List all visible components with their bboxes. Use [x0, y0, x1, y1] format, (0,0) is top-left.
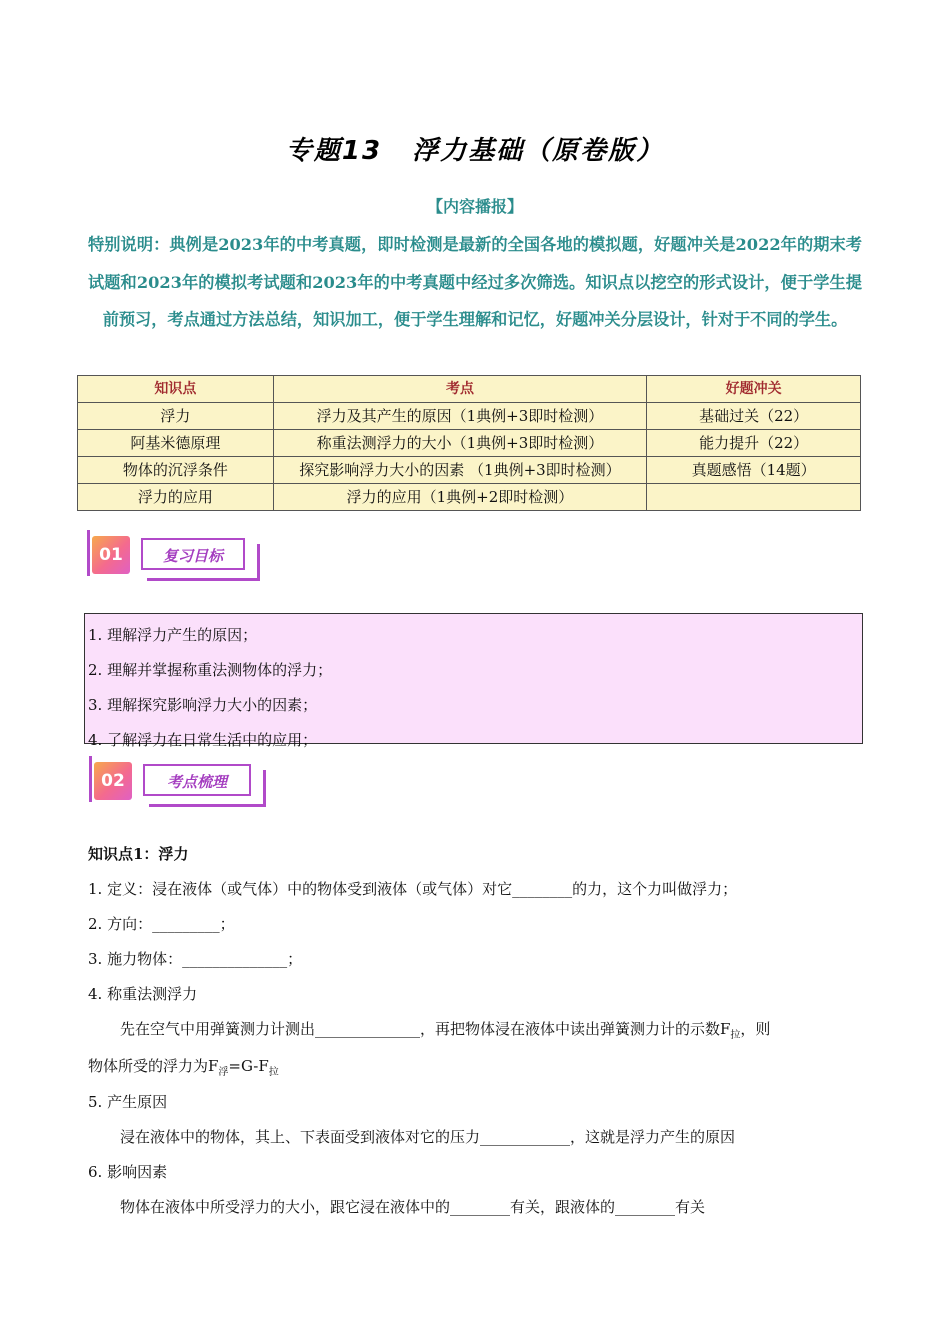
section-number: 02 [94, 762, 132, 800]
goal-item: 4. 了解浮力在日常生活中的应用； [88, 731, 318, 749]
table-row [78, 457, 861, 484]
text: ，则 [740, 1020, 771, 1038]
intro-paragraph: 特别说明：典例是2023年的中考真题，即时检测是最新的全国各地的模拟题，好题冲关是2022年的期末考试题和2023年的模拟考试题和2023年的中考真题中经过多次筛选。知识点以挖空的形式设计，便于学生提前预习，考点通过方法总结，知识加工，便于学生理解和记忆，好题冲关分层设计，针对于不同的学生。 [88, 235, 862, 329]
section-badge-review-goals [87, 530, 262, 582]
table-cell: 物体的沉浮条件 [78, 457, 274, 484]
subscript: 拉 [730, 1030, 741, 1041]
kp-cause-desc: 浸在液体中的物体，其上、下表面受到液体对它的压力____________，这就是浮力产生的原因 [120, 1128, 736, 1146]
section-number: 01 [92, 536, 130, 574]
header-exam-point: 考点 [273, 376, 647, 403]
text: =G-F [228, 1057, 269, 1075]
title-topic-name: 浮力基础（原卷版） [412, 136, 665, 166]
text: 先在空气中用弹簧测力计测出______________，再把物体浸在液体中读出弹簧测力计的示数F [120, 1020, 731, 1038]
section-label: 复习目标 [141, 538, 245, 570]
goal-item: 2. 理解并掌握称重法测物体的浮力； [88, 661, 333, 679]
overview-table [77, 375, 861, 511]
table-cell: 真题感悟（14题） [647, 457, 861, 484]
knowledge-point-heading: 知识点1：浮力 [88, 845, 189, 863]
kp-source: 3. 施力物体：______________； [88, 950, 303, 968]
review-goals-box [84, 613, 863, 749]
text: 物体所受的浮力为F [88, 1057, 219, 1075]
kp-weighing-desc [120, 1018, 770, 1041]
section-label: 考点梳理 [143, 764, 251, 796]
table-cell: 探究影响浮力大小的因素 （1典例+3即时检测） [273, 457, 647, 484]
kp-factors-desc: 物体在液体中所受浮力的大小，跟它浸在液体中的________有关，跟液体的________有关 [120, 1198, 706, 1216]
goal-item: 1. 理解浮力产生的原因； [88, 626, 258, 644]
table-cell: 浮力 [78, 403, 274, 430]
table-row [78, 403, 861, 430]
section-badge-exam-points [89, 756, 264, 808]
subscript: 浮 [218, 1067, 229, 1078]
kp-cause: 5. 产生原因 [88, 1093, 168, 1111]
header-practice: 好题冲关 [647, 376, 861, 403]
table-row [78, 484, 861, 511]
table-cell: 浮力的应用 [78, 484, 274, 511]
table-cell: 浮力的应用（1典例+2即时检测） [273, 484, 647, 511]
table-cell [647, 484, 861, 511]
page-title [0, 130, 950, 167]
table-cell: 基础过关（22） [647, 403, 861, 430]
kp-definition: 1. 定义：浸在液体（或气体）中的物体受到液体（或气体）对它________的力，这个力叫做浮力； [88, 880, 738, 898]
header-knowledge: 知识点 [78, 376, 274, 403]
table-cell: 能力提升（22） [647, 430, 861, 457]
table-cell: 阿基米德原理 [78, 430, 274, 457]
title-topic-number: 专题13 [285, 136, 383, 166]
kp-direction: 2. 方向：_________； [88, 915, 235, 933]
subscript: 拉 [268, 1067, 279, 1078]
kp-weighing-method: 4. 称重法测浮力 [88, 985, 198, 1003]
goal-item: 3. 理解探究影响浮力大小的因素； [88, 696, 318, 714]
table-row [78, 430, 861, 457]
table-cell: 称重法测浮力的大小（1典例+3即时检测） [273, 430, 647, 457]
kp-buoyancy-formula [88, 1055, 279, 1078]
kp-factors: 6. 影响因素 [88, 1163, 168, 1181]
content-broadcast-heading: 【内容播报】 [426, 197, 523, 216]
table-header-row [78, 376, 861, 403]
table-cell: 浮力及其产生的原因（1典例+3即时检测） [273, 403, 647, 430]
